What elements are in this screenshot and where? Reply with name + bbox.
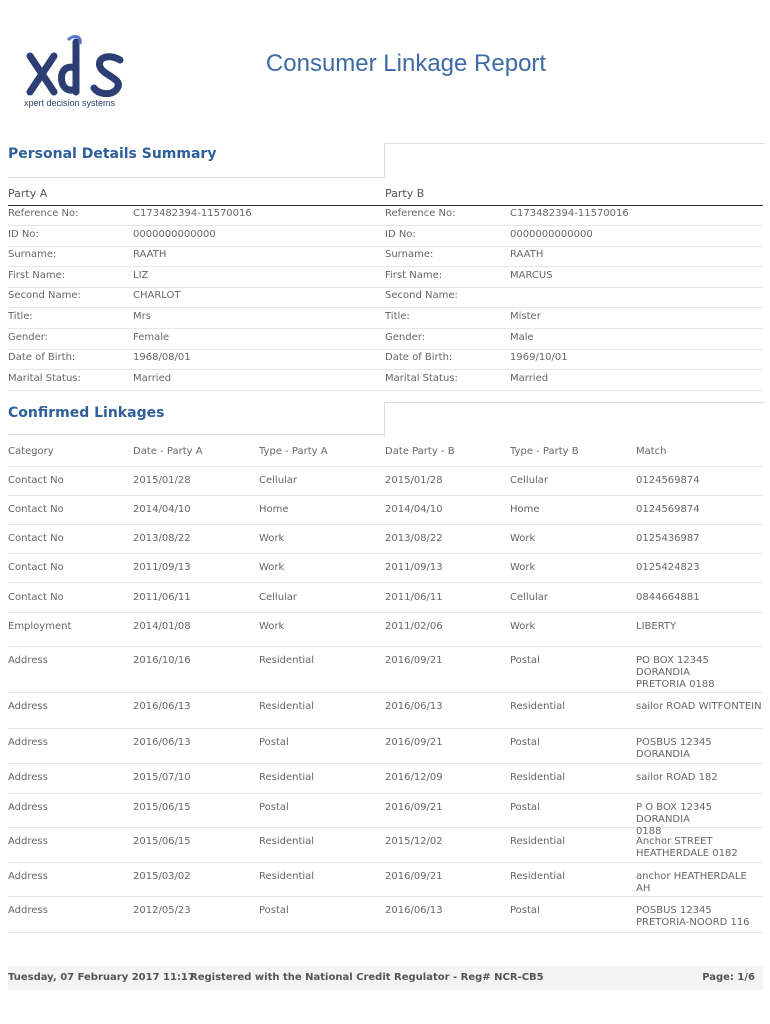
party-b-label: ID No: bbox=[385, 228, 416, 240]
linkage-type-party-a: Work bbox=[259, 562, 285, 573]
party-a-value: 0000000000000 bbox=[133, 228, 216, 240]
linkage-match: 0124569874 bbox=[636, 504, 700, 515]
linkage-date-party-b: 2016/09/21 bbox=[385, 802, 443, 813]
linkage-row bbox=[8, 827, 763, 863]
personal-details-heading: Personal Details Summary bbox=[8, 146, 217, 162]
linkage-type-party-a: Residential bbox=[259, 655, 315, 666]
linkage-type-party-a: Postal bbox=[259, 802, 289, 813]
party-b-value: 1969/10/01 bbox=[510, 352, 568, 364]
linkage-category: Employment bbox=[8, 621, 72, 632]
linkage-row bbox=[8, 646, 763, 693]
section-underline bbox=[8, 177, 384, 178]
party-a-heading: Party A bbox=[8, 187, 48, 200]
report-title: Consumer Linkage Report bbox=[265, 50, 547, 77]
linkage-date-party-a: 2015/01/28 bbox=[133, 475, 191, 486]
linkage-type-party-a: Postal bbox=[259, 737, 289, 748]
linkage-category: Contact No bbox=[8, 592, 64, 603]
linkage-row bbox=[8, 793, 763, 837]
party-a-label: Date of Birth: bbox=[8, 352, 76, 364]
linkage-category: Contact No bbox=[8, 475, 64, 486]
party-b-label: First Name: bbox=[385, 269, 443, 281]
party-a-label: ID No: bbox=[8, 228, 39, 240]
col-date-party-a: Date - Party A bbox=[133, 446, 203, 457]
linkage-category: Contact No bbox=[8, 533, 64, 544]
linkage-type-party-b: Postal bbox=[510, 905, 540, 916]
section-divider bbox=[384, 402, 765, 437]
linkage-type-party-b: Cellular bbox=[510, 592, 549, 603]
linkage-match: sailor ROAD WITFONTEIN bbox=[636, 701, 762, 712]
linkage-category: Address bbox=[8, 802, 48, 813]
linkage-date-party-b: 2011/02/06 bbox=[385, 621, 443, 632]
col-type-party-b: Type - Party B bbox=[510, 446, 579, 457]
linkage-category: Address bbox=[8, 772, 48, 783]
linkage-date-party-a: 2014/01/08 bbox=[133, 621, 191, 632]
personal-detail-row bbox=[8, 349, 763, 370]
linkage-date-party-b: 2016/09/21 bbox=[385, 737, 443, 748]
linkage-date-party-b: 2016/09/21 bbox=[385, 655, 443, 666]
linkage-match: 0125424823 bbox=[636, 562, 700, 573]
linkage-date-party-b: 2015/12/02 bbox=[385, 836, 443, 847]
personal-detail-row bbox=[8, 267, 763, 288]
linkage-type-party-a: Work bbox=[259, 533, 285, 544]
linkage-match: POSBUS 12345 DORANDIA bbox=[636, 737, 712, 760]
footer-registration: Registered with the National Credit Regulator - Reg# NCR-CB5 bbox=[190, 972, 544, 983]
linkage-date-party-a: 2015/07/10 bbox=[133, 772, 191, 783]
party-a-label: First Name: bbox=[8, 269, 66, 281]
logo-tagline: xpert decision systems bbox=[24, 98, 116, 108]
personal-detail-row bbox=[8, 308, 763, 329]
linkage-type-party-a: Postal bbox=[259, 905, 289, 916]
linkage-date-party-b: 2016/09/21 bbox=[385, 871, 443, 882]
linkage-row bbox=[8, 612, 763, 647]
party-b-value: 0000000000000 bbox=[510, 228, 593, 240]
party-b-label: Title: bbox=[385, 311, 410, 322]
linkage-match: anchor HEATHERDALE AH bbox=[636, 871, 747, 894]
linkage-type-party-a: Residential bbox=[259, 871, 315, 882]
linkage-match: Anchor STREET HEATHERDALE 0182 bbox=[636, 836, 738, 859]
linkage-date-party-a: 2011/06/11 bbox=[133, 592, 191, 603]
linkage-row bbox=[8, 763, 763, 794]
linkage-match: 0125436987 bbox=[636, 533, 700, 544]
linkage-match: 0124569874 bbox=[636, 475, 700, 486]
linkage-category: Address bbox=[8, 655, 48, 666]
linkage-row bbox=[8, 466, 763, 496]
linkage-type-party-b: Residential bbox=[510, 701, 566, 712]
linkage-type-party-b: Residential bbox=[510, 772, 566, 783]
linkage-row bbox=[8, 553, 763, 583]
linkage-row bbox=[8, 583, 763, 613]
party-b-label: Date of Birth: bbox=[385, 352, 453, 364]
linkage-date-party-a: 2016/06/13 bbox=[133, 737, 191, 748]
party-a-label: Gender: bbox=[8, 331, 49, 343]
linkage-date-party-a: 2015/06/15 bbox=[133, 802, 191, 813]
linkage-date-party-b: 2014/04/10 bbox=[385, 504, 443, 515]
linkage-date-party-a: 2014/04/10 bbox=[133, 504, 191, 515]
footer-date: Tuesday, 07 February 2017 11:17 bbox=[8, 972, 195, 983]
party-b-value: RAATH bbox=[510, 249, 544, 261]
linkage-type-party-b: Work bbox=[510, 621, 536, 632]
party-b-label: Reference No: bbox=[385, 208, 456, 219]
col-match: Match bbox=[636, 446, 667, 457]
linkage-category: Address bbox=[8, 836, 48, 847]
linkage-date-party-b: 2016/06/13 bbox=[385, 905, 443, 916]
linkage-category: Address bbox=[8, 871, 48, 882]
party-a-label: Marital Status: bbox=[8, 372, 81, 384]
linkage-category: Address bbox=[8, 701, 48, 712]
party-b-heading: Party B bbox=[385, 187, 425, 200]
party-b-label: Surname: bbox=[385, 249, 434, 261]
linkage-date-party-a: 2013/08/22 bbox=[133, 533, 191, 544]
party-b-value: C173482394-11570016 bbox=[510, 208, 629, 219]
party-a-value: Female bbox=[133, 331, 170, 343]
party-a-label: Second Name: bbox=[8, 290, 81, 302]
linkage-type-party-a: Cellular bbox=[259, 475, 298, 486]
linkage-type-party-b: Work bbox=[510, 562, 536, 573]
confirmed-linkages-heading: Confirmed Linkages bbox=[8, 405, 165, 421]
party-a-value: CHARLOT bbox=[133, 290, 181, 302]
personal-detail-row bbox=[8, 287, 763, 308]
section-divider bbox=[384, 143, 765, 178]
linkage-row bbox=[8, 896, 763, 933]
linkage-row bbox=[8, 495, 763, 525]
party-b-label: Marital Status: bbox=[385, 372, 458, 384]
linkage-type-party-b: Cellular bbox=[510, 475, 549, 486]
col-type-party-a: Type - Party A bbox=[259, 446, 328, 457]
personal-detail-row bbox=[8, 246, 763, 267]
linkage-category: Address bbox=[8, 905, 48, 916]
linkage-match: PO BOX 12345 DORANDIA PRETORIA 0188 bbox=[636, 655, 715, 690]
linkage-match: 0844664881 bbox=[636, 592, 700, 603]
party-a-label: Title: bbox=[8, 311, 33, 322]
linkage-category: Address bbox=[8, 737, 48, 748]
linkage-type-party-a: Residential bbox=[259, 701, 315, 712]
linkage-type-party-b: Home bbox=[510, 504, 540, 515]
party-a-value: 1968/08/01 bbox=[133, 352, 191, 364]
footer-page-number: Page: 1/6 bbox=[702, 972, 755, 983]
linkage-type-party-b: Work bbox=[510, 533, 536, 544]
col-date-party-b: Date Party - B bbox=[385, 446, 455, 457]
linkage-type-party-b: Postal bbox=[510, 655, 540, 666]
linkage-category: Contact No bbox=[8, 504, 64, 515]
party-b-label: Gender: bbox=[385, 331, 426, 343]
linkage-date-party-b: 2015/01/28 bbox=[385, 475, 443, 486]
section-underline bbox=[8, 434, 384, 435]
party-b-label: Second Name: bbox=[385, 290, 458, 302]
party-a-label: Reference No: bbox=[8, 208, 79, 219]
linkage-row bbox=[8, 862, 763, 897]
linkage-category: Contact No bbox=[8, 562, 64, 573]
linkage-type-party-b: Postal bbox=[510, 737, 540, 748]
party-a-value: LIZ bbox=[133, 269, 149, 281]
linkage-type-party-a: Home bbox=[259, 504, 289, 515]
linkage-date-party-a: 2016/10/16 bbox=[133, 655, 191, 666]
linkage-type-party-b: Residential bbox=[510, 836, 566, 847]
linkage-date-party-b: 2011/09/13 bbox=[385, 562, 443, 573]
linkage-row bbox=[8, 524, 763, 554]
party-b-value: Married bbox=[510, 372, 549, 384]
personal-detail-row bbox=[8, 370, 763, 391]
linkage-date-party-a: 2015/06/15 bbox=[133, 836, 191, 847]
party-b-value: Male bbox=[510, 331, 534, 343]
personal-detail-row bbox=[8, 205, 763, 226]
party-b-value: Mister bbox=[510, 311, 541, 322]
linkage-match: POSBUS 12345 PRETORIA-NOORD 116 bbox=[636, 905, 750, 928]
linkages-header-row bbox=[8, 440, 763, 467]
linkage-date-party-b: 2016/06/13 bbox=[385, 701, 443, 712]
party-a-value: Married bbox=[133, 372, 172, 384]
personal-detail-row bbox=[8, 226, 763, 247]
linkage-match: sailor ROAD 182 bbox=[636, 772, 718, 783]
linkage-date-party-a: 2011/09/13 bbox=[133, 562, 191, 573]
party-a-label: Surname: bbox=[8, 249, 57, 261]
linkage-match: LIBERTY bbox=[636, 621, 677, 632]
linkage-row bbox=[8, 728, 763, 764]
linkage-type-party-a: Residential bbox=[259, 836, 315, 847]
party-a-value: Mrs bbox=[133, 311, 151, 322]
linkage-date-party-b: 2016/12/09 bbox=[385, 772, 443, 783]
linkage-date-party-a: 2012/05/23 bbox=[133, 905, 191, 916]
linkage-match: P O BOX 12345 DORANDIA 0188 bbox=[636, 802, 713, 837]
linkage-row bbox=[8, 692, 763, 729]
linkage-date-party-b: 2011/06/11 bbox=[385, 592, 443, 603]
party-a-value: RAATH bbox=[133, 249, 167, 261]
linkage-type-party-b: Postal bbox=[510, 802, 540, 813]
linkage-type-party-b: Residential bbox=[510, 871, 566, 882]
personal-detail-row bbox=[8, 329, 763, 350]
linkage-date-party-a: 2016/06/13 bbox=[133, 701, 191, 712]
linkage-type-party-a: Cellular bbox=[259, 592, 298, 603]
page-footer bbox=[8, 966, 763, 990]
linkage-type-party-a: Residential bbox=[259, 772, 315, 783]
linkage-type-party-a: Work bbox=[259, 621, 285, 632]
party-a-value: C173482394-11570016 bbox=[133, 208, 252, 219]
linkage-date-party-b: 2013/08/22 bbox=[385, 533, 443, 544]
col-category: Category bbox=[8, 446, 54, 457]
linkage-date-party-a: 2015/03/02 bbox=[133, 871, 191, 882]
party-b-value: MARCUS bbox=[510, 269, 553, 281]
